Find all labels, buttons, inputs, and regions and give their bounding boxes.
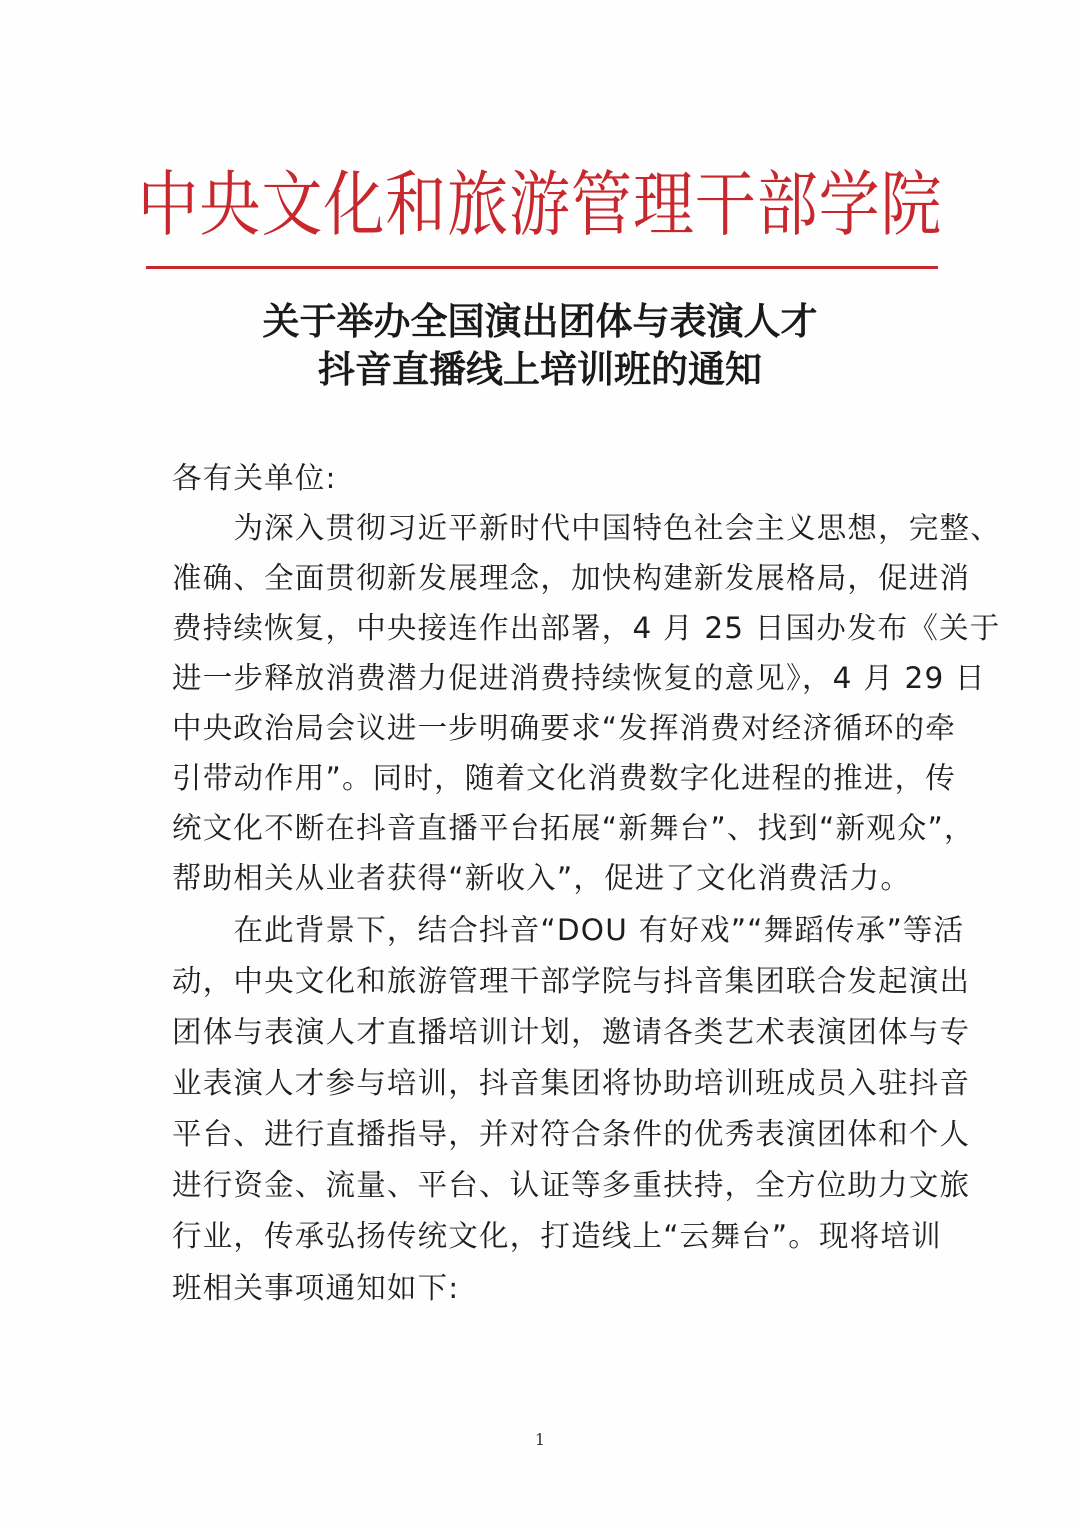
body-line: 进一步释放消费潜力促进消费持续恢复的意见》，4 月 29 日 — [172, 661, 986, 695]
body-line: 中央政治局会议进一步明确要求“发挥消费对经济循环的牵 — [172, 711, 956, 745]
body-line: 在此背景下，结合抖音“DOU 有好戏”“舞蹈传承”等活 — [172, 913, 965, 947]
body-line: 费持续恢复，中央接连作出部署，4 月 25 日国办发布《关于 — [172, 611, 1001, 645]
notice-title-line-2: 抖音直播线上培训班的通知 — [318, 347, 762, 391]
body-line: 进行资金、流量、平台、认证等多重扶持，全方位助力文旅 — [172, 1168, 971, 1202]
body-line: 班相关事项通知如下: — [172, 1271, 460, 1305]
body-line: 平台、进行直播指导，并对符合条件的优秀表演团体和个人 — [172, 1117, 971, 1151]
page-number: 1 — [534, 1430, 546, 1449]
salutation: 各有关单位: — [172, 461, 337, 495]
body-line: 帮助相关从业者获得“新收入”，促进了文化消费活力。 — [172, 861, 912, 895]
body-line: 行业，传承弘扬传统文化，打造线上“云舞台”。现将培训 — [172, 1219, 942, 1253]
body-line: 引带动作用”。同时，随着文化消费数字化进程的推进，传 — [172, 761, 956, 795]
body-line: 团体与表演人才直播培训计划，邀请各类艺术表演团体与专 — [172, 1015, 971, 1049]
body-line: 准确、全面贯彻新发展理念，加快构建新发展格局，促进消 — [172, 561, 971, 595]
body-line: 业表演人才参与培训，抖音集团将协助培训班成员入驻抖音 — [172, 1066, 971, 1100]
body-line: 为深入贯彻习近平新时代中国特色社会主义思想，完整、 — [172, 511, 1001, 545]
body-line: 动，中央文化和旅游管理干部学院与抖音集团联合发起演出 — [172, 964, 971, 998]
body-line: 统文化不断在抖音直播平台拓展“新舞台”、找到“新观众”， — [172, 811, 975, 845]
letterhead-red-rule — [146, 266, 938, 269]
institution-letterhead: 中央文化和旅游管理干部学院 — [137, 163, 943, 246]
notice-title-line-1: 关于举办全国演出团体与表演人才 — [262, 299, 818, 343]
